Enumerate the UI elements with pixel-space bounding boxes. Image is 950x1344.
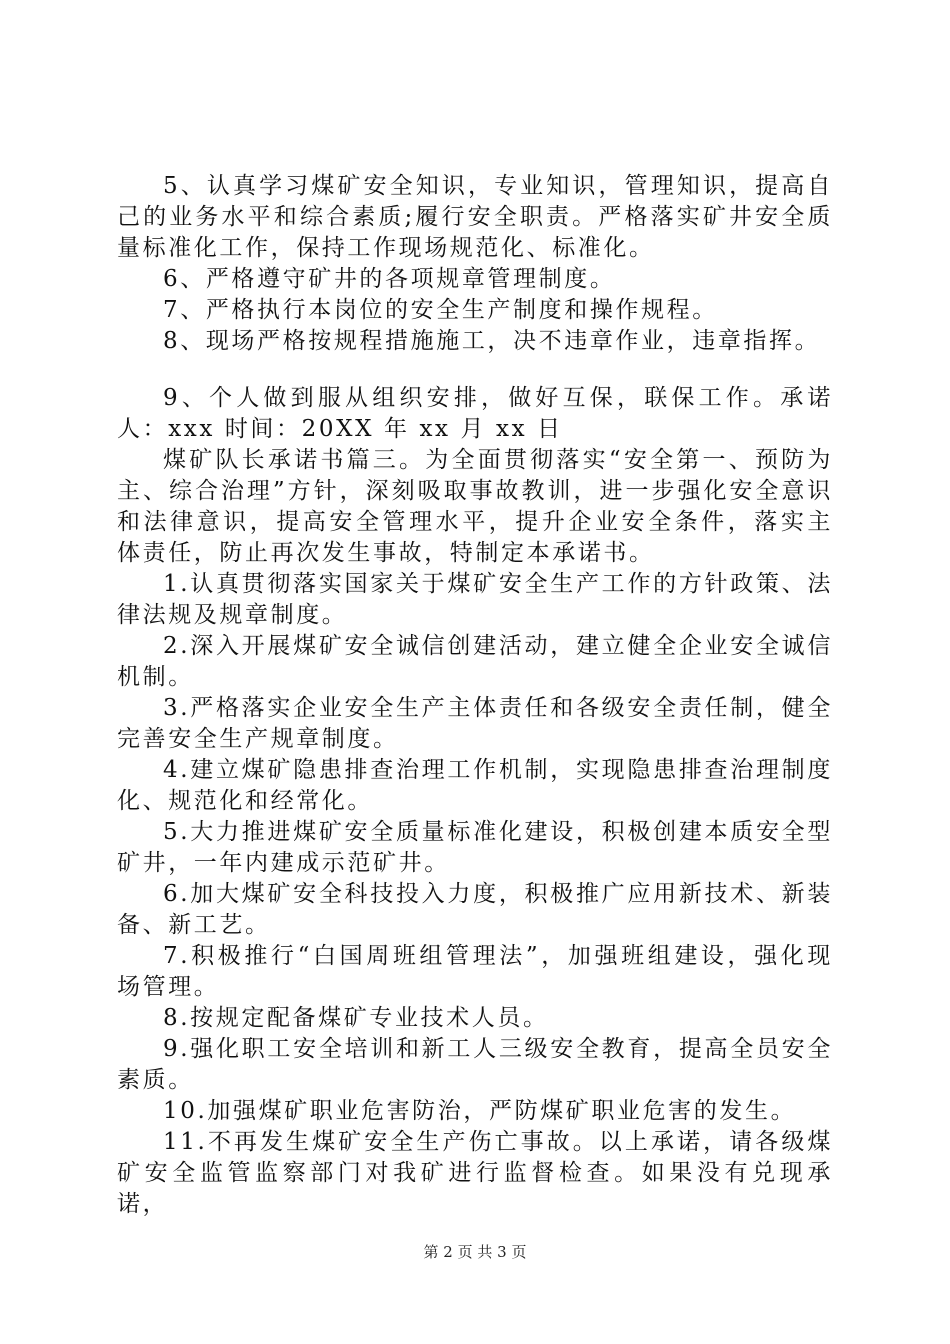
- commitment-item-5: 5.大力推进煤矿安全质量标准化建设，积极创建本质安全型矿井，一年内建成示范矿井。: [117, 819, 833, 876]
- paragraph-item-7: 7、严格执行本岗位的安全生产制度和操作规程。: [163, 297, 718, 323]
- commitment-item-10: 10.加强煤矿职业危害防治，严防煤矿职业危害的发生。: [163, 1098, 797, 1124]
- paragraph-item-8: 8、现场严格按规程措施施工，决不违章作业，违章指挥。: [163, 328, 821, 354]
- paragraph-item-6: 6、严格遵守矿井的各项规章管理制度。: [163, 266, 616, 292]
- commitment-item-3: 3.严格落实企业安全生产主体责任和各级安全责任制，健全完善安全生产规章制度。: [117, 695, 833, 752]
- commitment-item-11: 11.不再发生煤矿安全生产伤亡事故。以上承诺，请各级煤矿安全监管监察部门对我矿进行监督检查。如果没有兑现承诺，: [117, 1129, 833, 1217]
- commitment-item-9: 9.强化职工安全培训和新工人三级安全教育，提高全员安全素质。: [117, 1036, 833, 1093]
- paragraph-section-three-intro: 煤矿队长承诺书篇三。为全面贯彻落实“安全第一、预防为主、综合治理”方针，深刻吸取事故教训，进一步强化安全意识和法律意识，提高安全管理水平，提升企业安全条件，落实主体责任，防止再次发生事故，特制定本承诺书。: [117, 447, 833, 566]
- commitment-item-7: 7.积极推行“白国周班组管理法”，加强班组建设，强化现场管理。: [117, 943, 833, 1000]
- document-body: [117, 171, 833, 1220]
- commitment-item-4: 4.建立煤矿隐患排查治理工作机制，实现隐患排查治理制度化、规范化和经常化。: [117, 757, 833, 814]
- commitment-item-6: 6.加大煤矿安全科技投入力度，积极推广应用新技术、新装备、新工艺。: [117, 881, 833, 938]
- commitment-item-2: 2.深入开展煤矿安全诚信创建活动，建立健全企业安全诚信机制。: [117, 633, 833, 690]
- paragraph-item-5: 5、认真学习煤矿安全知识，专业知识，管理知识，提高自己的业务水平和综合素质;履行安全职责。严格落实矿井安全质量标准化工作，保持工作现场规范化、标准化。: [117, 173, 833, 261]
- page-number-footer: 第 2 页 共 3 页: [423, 1243, 527, 1261]
- commitment-item-8: 8.按规定配备煤矿专业技术人员。: [163, 1005, 549, 1031]
- paragraph-item-9-signature: 9、个人做到服从组织安排，做好互保，联保工作。承诺人：xxx 时间：20XX 年 xx 月 xx 日: [117, 385, 833, 442]
- commitment-item-1: 1.认真贯彻落实国家关于煤矿安全生产工作的方针政策、法律法规及规章制度。: [117, 571, 833, 628]
